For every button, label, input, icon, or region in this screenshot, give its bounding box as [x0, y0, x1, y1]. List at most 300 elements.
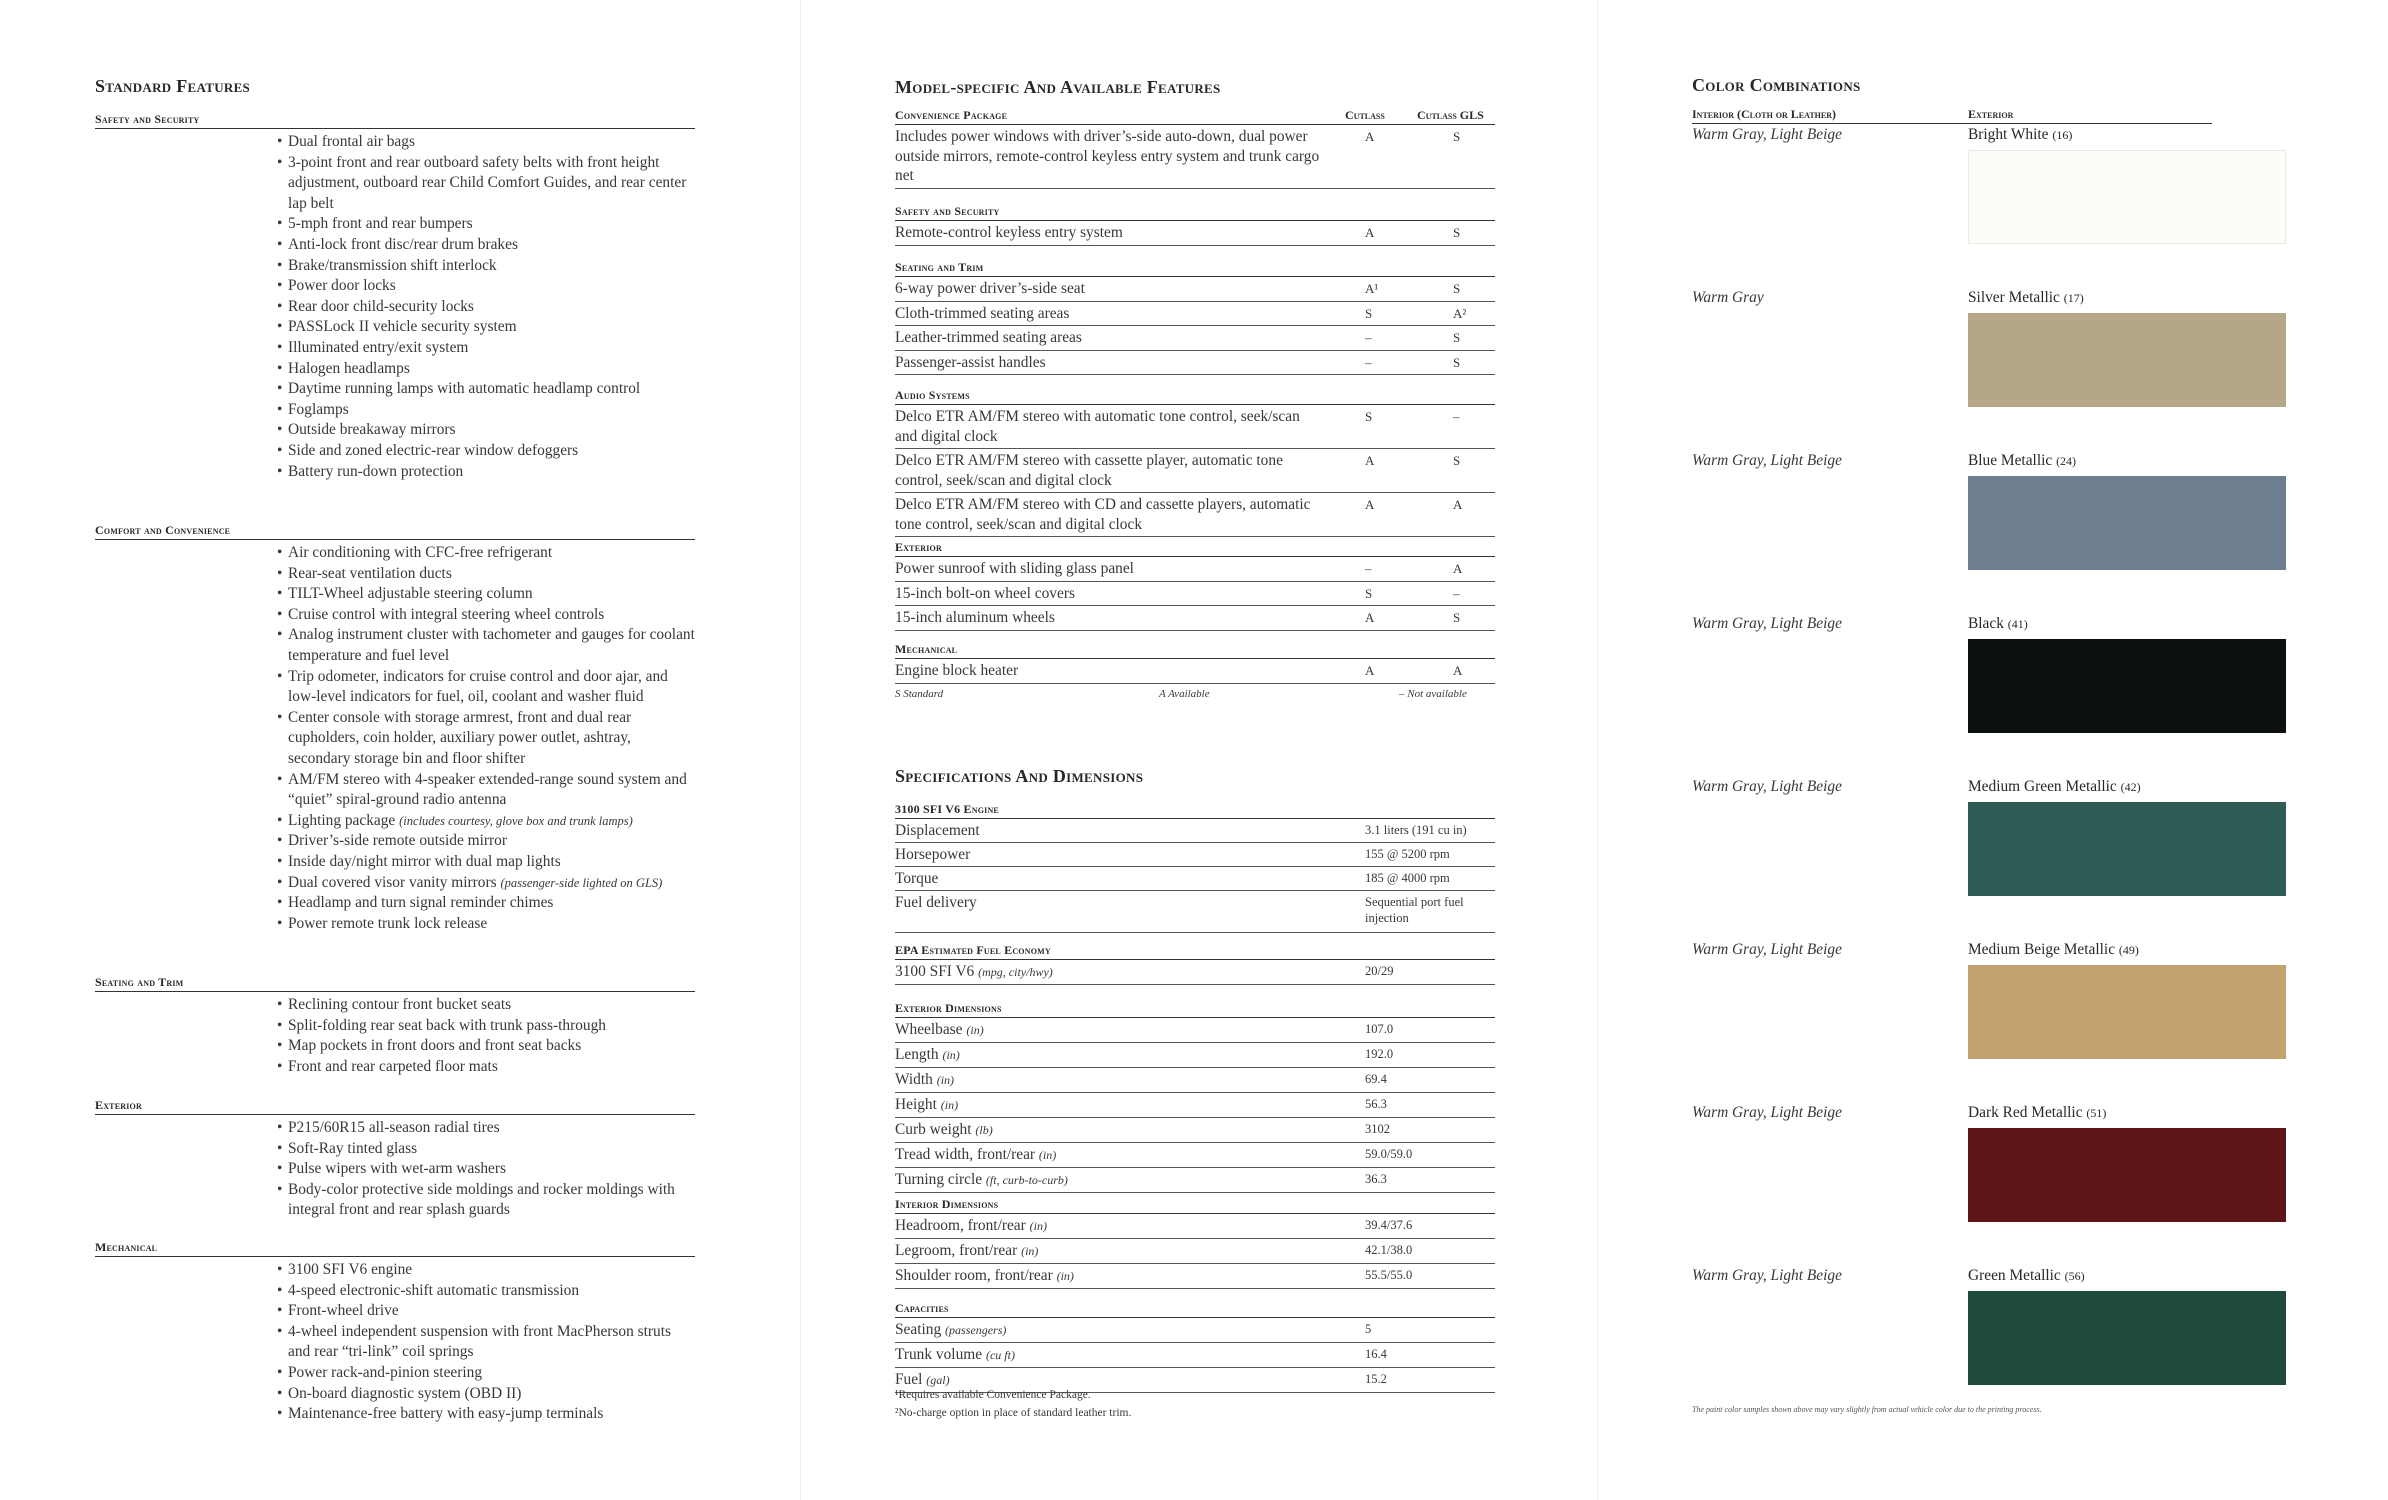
color-swatch	[1968, 150, 2286, 244]
feature-text: Power remote trunk lock release	[288, 914, 488, 932]
spec-label: Wheelbase	[895, 1021, 963, 1038]
interior-colors: Warm Gray, Light Beige	[1692, 452, 1842, 469]
model-feature-section	[895, 540, 1495, 631]
standard-section-heading: Comfort and Convenience	[95, 523, 695, 540]
standard-feature-item	[277, 276, 697, 297]
spec-row	[895, 1239, 1495, 1264]
model-feature-row	[895, 449, 1495, 493]
standard-section	[95, 1098, 695, 1221]
cutlass-availability: A	[1365, 225, 1375, 240]
spec-label-group	[895, 963, 1053, 980]
standard-feature-list	[277, 995, 697, 1077]
cutlass-gls-availability: S	[1453, 330, 1461, 345]
spec-value: 42.1/38.0	[1365, 1243, 1413, 1257]
spec-row	[895, 1093, 1495, 1118]
spec-label-group	[895, 1146, 1056, 1163]
standard-feature-item	[277, 359, 697, 380]
cutlass-availability: S	[1365, 305, 1373, 321]
spec-label: Legroom, front/rear	[895, 1242, 1018, 1259]
standard-feature-item	[277, 297, 697, 318]
standard-feature-item	[277, 214, 697, 235]
standard-feature-item	[277, 1180, 697, 1221]
spec-label-group	[895, 1096, 958, 1113]
standard-feature-list	[277, 543, 697, 934]
feature-text: Foglamps	[288, 400, 349, 418]
standard-feature-item	[277, 1260, 697, 1281]
cutlass-availability: A	[1365, 610, 1375, 625]
spec-unit: (in)	[940, 1098, 959, 1112]
feature-text: Halogen headlamps	[288, 359, 410, 377]
feature-text: Brake/transmission shift interlock	[288, 256, 497, 274]
standard-feature-item	[277, 1016, 697, 1037]
standard-feature-item	[277, 605, 697, 626]
specifications-footnotes	[895, 1386, 1131, 1422]
feature-label: Passenger-assist handles	[895, 353, 1046, 371]
standard-feature-item	[277, 338, 697, 359]
cutlass-gls-availability: A	[1453, 561, 1463, 576]
specifications-title: Specifications And Dimensions	[895, 766, 1144, 786]
spec-row	[895, 1264, 1495, 1289]
feature-label: Cloth-trimmed seating areas	[895, 304, 1070, 322]
exterior-name: Black	[1968, 615, 2004, 632]
exterior-color-name	[1968, 126, 2072, 144]
feature-label: Remote-control keyless entry system	[895, 224, 1123, 241]
spec-value: 155 @ 5200 rpm	[1365, 847, 1450, 861]
standard-section-heading: Seating and Trim	[95, 975, 695, 992]
cutlass-availability: –	[1365, 561, 1372, 576]
standard-feature-item	[277, 543, 697, 564]
cutlass-availability: A¹	[1365, 281, 1379, 296]
color-combinations-header	[1692, 107, 2212, 124]
standard-feature-item	[277, 153, 697, 215]
feature-text: Pulse wipers with wet-arm washers	[288, 1160, 506, 1178]
color-swatch	[1968, 965, 2286, 1059]
standard-section-heading: Exterior	[95, 1098, 695, 1115]
feature-text: Dual frontal air bags	[288, 133, 415, 150]
exterior-name: Blue Metallic	[1968, 452, 2053, 469]
standard-feature-item	[277, 811, 697, 832]
spec-unit: (gal)	[926, 1373, 950, 1387]
standard-feature-item	[277, 708, 697, 770]
cutlass-gls-availability: S	[1453, 281, 1461, 296]
feature-text: Maintenance-free battery with easy-jump terminals	[288, 1405, 604, 1423]
model-feature-section	[895, 204, 1495, 246]
standard-features-title: Standard Features	[95, 76, 251, 96]
legend-not-available: – Not available	[1399, 688, 1467, 700]
column-header-cutlass-gls: Cutlass GLS	[1417, 108, 1484, 122]
spec-row	[895, 1343, 1495, 1368]
spec-label-group	[895, 1171, 1068, 1188]
model-feature-section-heading: Safety and Security	[895, 204, 1000, 218]
spec-unit: (passengers)	[945, 1323, 1007, 1337]
spec-value: 107.0	[1365, 1022, 1394, 1036]
spec-value: 39.4/37.6	[1365, 1218, 1413, 1232]
feature-label: Includes power windows with driver’s-side auto-down, dual power outside mirrors, remote-control keyless entry system and trunk cargo net	[895, 128, 1320, 184]
spec-row	[895, 819, 1495, 843]
feature-text: PASSLock II vehicle security system	[288, 318, 517, 336]
feature-label: Leather-trimmed seating areas	[895, 329, 1082, 346]
exterior-code: (24)	[2056, 454, 2077, 468]
spec-section	[895, 1001, 1495, 1193]
model-feature-section-header	[895, 204, 1495, 221]
interior-colors: Warm Gray, Light Beige	[1692, 126, 1842, 143]
spec-label-group	[895, 1242, 1038, 1259]
feature-text: Front-wheel drive	[288, 1302, 399, 1320]
feature-text: Dual covered visor vanity mirrors	[288, 873, 497, 891]
model-feature-section	[895, 260, 1495, 375]
spec-unit: (mpg, city/hwy)	[978, 965, 1053, 979]
feature-text: 4-speed electronic-shift automatic transmission	[288, 1281, 580, 1299]
spec-value: 15.2	[1365, 1372, 1387, 1386]
interior-colors: Warm Gray, Light Beige	[1692, 1104, 1842, 1121]
cutlass-gls-availability: A	[1453, 497, 1463, 512]
feature-label: 15-inch bolt-on wheel covers	[895, 584, 1075, 602]
model-feature-section-heading: Exterior	[895, 540, 942, 554]
spec-value: Sequential port fuel injection	[1365, 895, 1464, 925]
spec-value: 36.3	[1365, 1172, 1387, 1186]
color-swatch	[1968, 1291, 2286, 1385]
feature-label: Delco ETR AM/FM stereo with CD and cassette players, automatic tone control, seek/scan and digital clock	[895, 496, 1311, 533]
exterior-color-name	[1968, 615, 2028, 633]
standard-feature-item	[277, 1139, 697, 1160]
feature-note: (passenger-side lighted on GLS)	[500, 875, 663, 890]
spec-unit: (ft, curb-to-curb)	[985, 1173, 1068, 1187]
spec-label-group	[895, 1267, 1074, 1284]
model-feature-section-header	[895, 642, 1495, 659]
spec-section	[895, 802, 1495, 933]
model-feature-section-header	[895, 108, 1495, 125]
cutlass-availability: –	[1365, 330, 1372, 345]
spec-unit: (in)	[1029, 1219, 1047, 1233]
model-feature-section-header	[895, 260, 1495, 277]
standard-feature-item	[277, 893, 697, 914]
standard-feature-item	[277, 235, 697, 256]
footnote-1: ¹Requires available Convenience Package.	[895, 1389, 1091, 1401]
spec-label-group	[895, 1346, 1015, 1363]
exterior-code: (42)	[2120, 780, 2141, 794]
spec-unit: (in)	[936, 1073, 955, 1087]
model-feature-row	[895, 277, 1495, 302]
feature-text: 3-point front and rear outboard safety belts with front height adjustment, outboard rear Child Comfort Guides, and rear center lap belt	[288, 153, 687, 212]
spec-value: 16.4	[1365, 1347, 1387, 1361]
standard-feature-item	[277, 132, 697, 153]
spec-row	[895, 1168, 1495, 1193]
feature-text: 4-wheel independent suspension with front MacPherson struts and rear “tri-link” coil springs	[288, 1322, 671, 1361]
spec-label: Turning circle	[895, 1171, 983, 1188]
standard-feature-item	[277, 667, 697, 708]
feature-text: Body-color protective side moldings and rocker moldings with integral front and rear splash guards	[288, 1180, 675, 1219]
standard-feature-item	[277, 379, 697, 400]
spec-label-group	[895, 870, 938, 887]
model-feature-row	[895, 302, 1495, 327]
exterior-heading: Exterior	[1968, 107, 2014, 121]
standard-feature-item	[277, 584, 697, 605]
exterior-name: Dark Red Metallic	[1968, 1104, 2083, 1121]
standard-feature-item	[277, 1281, 697, 1302]
standard-feature-item	[277, 400, 697, 421]
model-feature-row	[895, 582, 1495, 607]
standard-feature-item	[277, 625, 697, 666]
standard-feature-item	[277, 914, 697, 935]
feature-note: (includes courtesy, glove box and trunk lamps)	[399, 813, 633, 828]
feature-text: TILT-Wheel adjustable steering column	[288, 585, 533, 603]
feature-text: Illuminated entry/exit system	[288, 338, 469, 356]
feature-text: Rear-seat ventilation ducts	[288, 564, 452, 582]
spec-unit: (in)	[1021, 1244, 1039, 1258]
interior-colors: Warm Gray	[1692, 289, 1764, 306]
spec-label: 3100 SFI V6	[895, 963, 975, 980]
model-feature-section-header	[895, 540, 1495, 557]
standard-section	[95, 523, 695, 934]
feature-label: Delco ETR AM/FM stereo with cassette player, automatic tone control, seek/scan and digital clock	[895, 452, 1283, 489]
spec-label: Seating	[895, 1321, 942, 1338]
feature-text: Side and zoned electric-rear window defoggers	[288, 441, 579, 459]
exterior-name: Silver Metallic	[1968, 289, 2060, 306]
color-swatch	[1968, 313, 2286, 407]
feature-text: Map pockets in front doors and front seat backs	[288, 1037, 582, 1055]
model-feature-section-heading: Audio Systems	[895, 388, 970, 402]
interior-colors: Warm Gray, Light Beige	[1692, 615, 1842, 632]
feature-text: On-board diagnostic system (OBD II)	[288, 1384, 522, 1402]
exterior-code: (41)	[2007, 617, 2028, 631]
model-feature-section-heading: Mechanical	[895, 642, 958, 656]
exterior-color-name	[1968, 289, 2084, 307]
spec-label-group	[895, 1217, 1047, 1234]
exterior-name: Medium Beige Metallic	[1968, 941, 2116, 958]
standard-feature-item	[277, 1118, 697, 1139]
feature-text: Power door locks	[288, 277, 396, 295]
standard-feature-list	[277, 1118, 697, 1221]
feature-label: Engine block heater	[895, 662, 1019, 679]
cutlass-gls-availability: S	[1453, 453, 1461, 468]
feature-text: Analog instrument cluster with tachometer and gauges for coolant temperature and fuel level	[288, 626, 695, 664]
feature-text: Inside day/night mirror with dual map lights	[288, 852, 561, 870]
exterior-color-name	[1968, 1267, 2085, 1285]
spec-value: 55.5/55.0	[1365, 1268, 1413, 1282]
spec-label: Height	[895, 1096, 937, 1113]
feature-text: Center console with storage armrest, front and dual rear cupholders, coin holder, auxiliary power outlet, ashtray, secondary storage bin and floor shifter	[288, 708, 632, 767]
spec-row	[895, 1043, 1495, 1068]
color-disclaimer: The paint color samples shown above may vary slightly from actual vehicle color due to the printing process.	[1692, 1405, 2042, 1414]
standard-section	[95, 1240, 695, 1425]
model-feature-section-heading: Seating and Trim	[895, 260, 984, 274]
legend-standard: S Standard	[895, 688, 944, 700]
spec-unit: (cu ft)	[985, 1348, 1015, 1362]
spec-row	[895, 1318, 1495, 1343]
cutlass-availability: A	[1365, 497, 1375, 512]
spec-section	[895, 1301, 1495, 1393]
model-feature-row	[895, 125, 1495, 189]
model-feature-row	[895, 221, 1495, 246]
model-feature-row	[895, 557, 1495, 582]
spec-value: 185 @ 4000 rpm	[1365, 871, 1450, 885]
feature-text: Split-folding rear seat back with trunk pass-through	[288, 1016, 607, 1034]
spec-row	[895, 960, 1495, 985]
cutlass-availability: S	[1365, 409, 1373, 424]
exterior-code: (49)	[2118, 943, 2139, 957]
spec-label: Displacement	[895, 822, 980, 839]
exterior-color-name	[1968, 1104, 2106, 1122]
standard-feature-list	[277, 132, 697, 482]
spec-row	[895, 843, 1495, 867]
standard-feature-item	[277, 1159, 697, 1180]
standard-feature-list	[277, 1260, 697, 1425]
standard-feature-item	[277, 1384, 697, 1405]
spec-section-heading: Capacities	[895, 1301, 1495, 1318]
feature-text: Battery run-down protection	[288, 462, 464, 480]
model-feature-row	[895, 351, 1495, 376]
cutlass-gls-availability: S	[1453, 225, 1461, 240]
spec-row	[895, 1143, 1495, 1168]
feature-text: Air conditioning with CFC-free refrigerant	[288, 544, 553, 561]
cutlass-gls-availability: S	[1453, 610, 1461, 625]
exterior-color-name	[1968, 452, 2076, 470]
feature-label: 6-way power driver’s-side seat	[895, 280, 1085, 297]
model-feature-row	[895, 493, 1495, 537]
spec-value: 20/29	[1365, 964, 1394, 978]
feature-text: Power rack-and-pinion steering	[288, 1363, 483, 1381]
cutlass-availability: A	[1365, 129, 1375, 144]
standard-feature-item	[277, 1036, 697, 1057]
color-combinations-title: Color Combinations	[1692, 75, 1861, 95]
spec-value: 69.4	[1365, 1072, 1387, 1086]
spec-value: 192.0	[1365, 1047, 1394, 1061]
spec-row	[895, 1118, 1495, 1143]
exterior-code: (56)	[2064, 1269, 2085, 1283]
spec-section-heading: Exterior Dimensions	[895, 1001, 1495, 1018]
exterior-name: Green Metallic	[1968, 1267, 2061, 1284]
spec-row	[895, 1214, 1495, 1239]
spec-unit: (in)	[942, 1048, 960, 1062]
spec-label: Torque	[895, 870, 939, 887]
color-swatch	[1968, 802, 2286, 896]
model-feature-row	[895, 606, 1495, 631]
model-feature-section-header	[895, 388, 1495, 405]
cutlass-gls-availability: –	[1453, 585, 1460, 601]
spec-label: Tread width, front/rear	[895, 1146, 1036, 1163]
standard-feature-item	[277, 1404, 697, 1425]
spec-row	[895, 1068, 1495, 1093]
feature-text: Anti-lock front disc/rear drum brakes	[288, 235, 518, 253]
spec-label: Horsepower	[895, 846, 971, 863]
spec-section-heading: Interior Dimensions	[895, 1197, 1495, 1214]
spec-label: Trunk volume	[895, 1346, 983, 1363]
spec-label: Length	[895, 1046, 939, 1063]
model-features-title: Model-specific And Available Features	[895, 77, 1221, 97]
spec-value: 59.0/59.0	[1365, 1147, 1413, 1161]
model-feature-section	[895, 108, 1495, 189]
feature-text: Trip odometer, indicators for cruise control and door ajar, and low-level indicators for fuel, oil, coolant and washer fluid	[288, 667, 668, 706]
standard-section	[95, 975, 695, 1077]
feature-text: Outside breakaway mirrors	[288, 421, 456, 439]
footnote-2: ²No-charge option in place of standard leather trim.	[895, 1407, 1132, 1419]
standard-feature-item	[277, 462, 697, 483]
spec-label: Width	[895, 1071, 933, 1088]
cutlass-availability: A	[1365, 453, 1375, 468]
spec-row	[895, 867, 1495, 891]
interior-heading: Interior (Cloth or Leather)	[1692, 107, 1836, 121]
model-feature-section	[895, 642, 1495, 684]
standard-feature-item	[277, 770, 697, 811]
exterior-name: Bright White	[1968, 126, 2049, 143]
interior-colors: Warm Gray, Light Beige	[1692, 778, 1842, 795]
spec-value: 56.3	[1365, 1097, 1387, 1111]
standard-feature-item	[277, 441, 697, 462]
spec-label-group	[895, 846, 970, 863]
spec-label: Curb weight	[895, 1121, 972, 1138]
feature-text: Reclining contour front bucket seats	[288, 996, 512, 1013]
standard-feature-item	[277, 564, 697, 585]
feature-text: Driver’s-side remote outside mirror	[288, 832, 507, 850]
spec-row	[895, 891, 1495, 933]
feature-label: 15-inch aluminum wheels	[895, 609, 1055, 626]
spec-label-group	[895, 1021, 984, 1038]
spec-unit: (in)	[1038, 1148, 1057, 1162]
color-swatch	[1968, 639, 2286, 733]
spec-label-group	[895, 1046, 960, 1063]
model-feature-section	[895, 388, 1495, 537]
spec-section	[895, 943, 1495, 985]
feature-text: 3100 SFI V6 engine	[288, 1261, 413, 1278]
standard-feature-item	[277, 420, 697, 441]
feature-text: P215/60R15 all-season radial tires	[288, 1119, 500, 1136]
cutlass-gls-availability: A²	[1453, 305, 1467, 321]
exterior-name: Medium Green Metallic	[1968, 778, 2117, 795]
cutlass-gls-availability: S	[1453, 129, 1461, 144]
standard-section-heading: Mechanical	[95, 1240, 695, 1257]
model-feature-row	[895, 405, 1495, 449]
feature-text: Headlamp and turn signal reminder chimes	[288, 894, 554, 912]
spec-label: Shoulder room, front/rear	[895, 1267, 1053, 1284]
exterior-color-name	[1968, 941, 2139, 959]
page-fold-right	[1597, 0, 1598, 1500]
model-feature-row	[895, 326, 1495, 351]
cutlass-gls-availability: –	[1453, 409, 1460, 424]
model-feature-row	[895, 659, 1495, 684]
standard-feature-item	[277, 995, 697, 1016]
standard-section	[95, 112, 695, 482]
color-swatch	[1968, 1128, 2286, 1222]
feature-text: Lighting package	[288, 811, 396, 829]
standard-feature-item	[277, 1301, 697, 1322]
spec-value: 5	[1365, 1322, 1372, 1336]
feature-text: Front and rear carpeted floor mats	[288, 1057, 498, 1075]
cutlass-availability: A	[1365, 663, 1375, 678]
spec-label: Fuel delivery	[895, 894, 977, 911]
exterior-color-name	[1968, 778, 2141, 796]
exterior-code: (51)	[2086, 1106, 2107, 1120]
exterior-code: (17)	[2063, 291, 2084, 305]
legend-available: A Available	[1159, 688, 1210, 700]
cutlass-gls-availability: S	[1453, 354, 1461, 370]
feature-label: Delco ETR AM/FM stereo with automatic tone control, seek/scan and digital clock	[895, 408, 1300, 445]
column-header-cutlass: Cutlass	[1345, 108, 1385, 122]
interior-colors: Warm Gray, Light Beige	[1692, 941, 1842, 958]
spec-label-group	[895, 822, 980, 839]
standard-feature-item	[277, 1057, 697, 1078]
standard-feature-item	[277, 831, 697, 852]
spec-unit: (in)	[966, 1023, 984, 1037]
exterior-code: (16)	[2052, 128, 2073, 142]
page-fold-left	[800, 0, 801, 1500]
spec-section	[895, 1197, 1495, 1289]
spec-label-group	[895, 1071, 954, 1088]
feature-text: 5-mph front and rear bumpers	[288, 215, 473, 233]
standard-feature-item	[277, 873, 697, 894]
feature-text: Cruise control with integral steering wheel controls	[288, 605, 605, 623]
feature-label: Power sunroof with sliding glass panel	[895, 560, 1134, 577]
spec-value: 3.1 liters (191 cu in)	[1365, 823, 1467, 837]
